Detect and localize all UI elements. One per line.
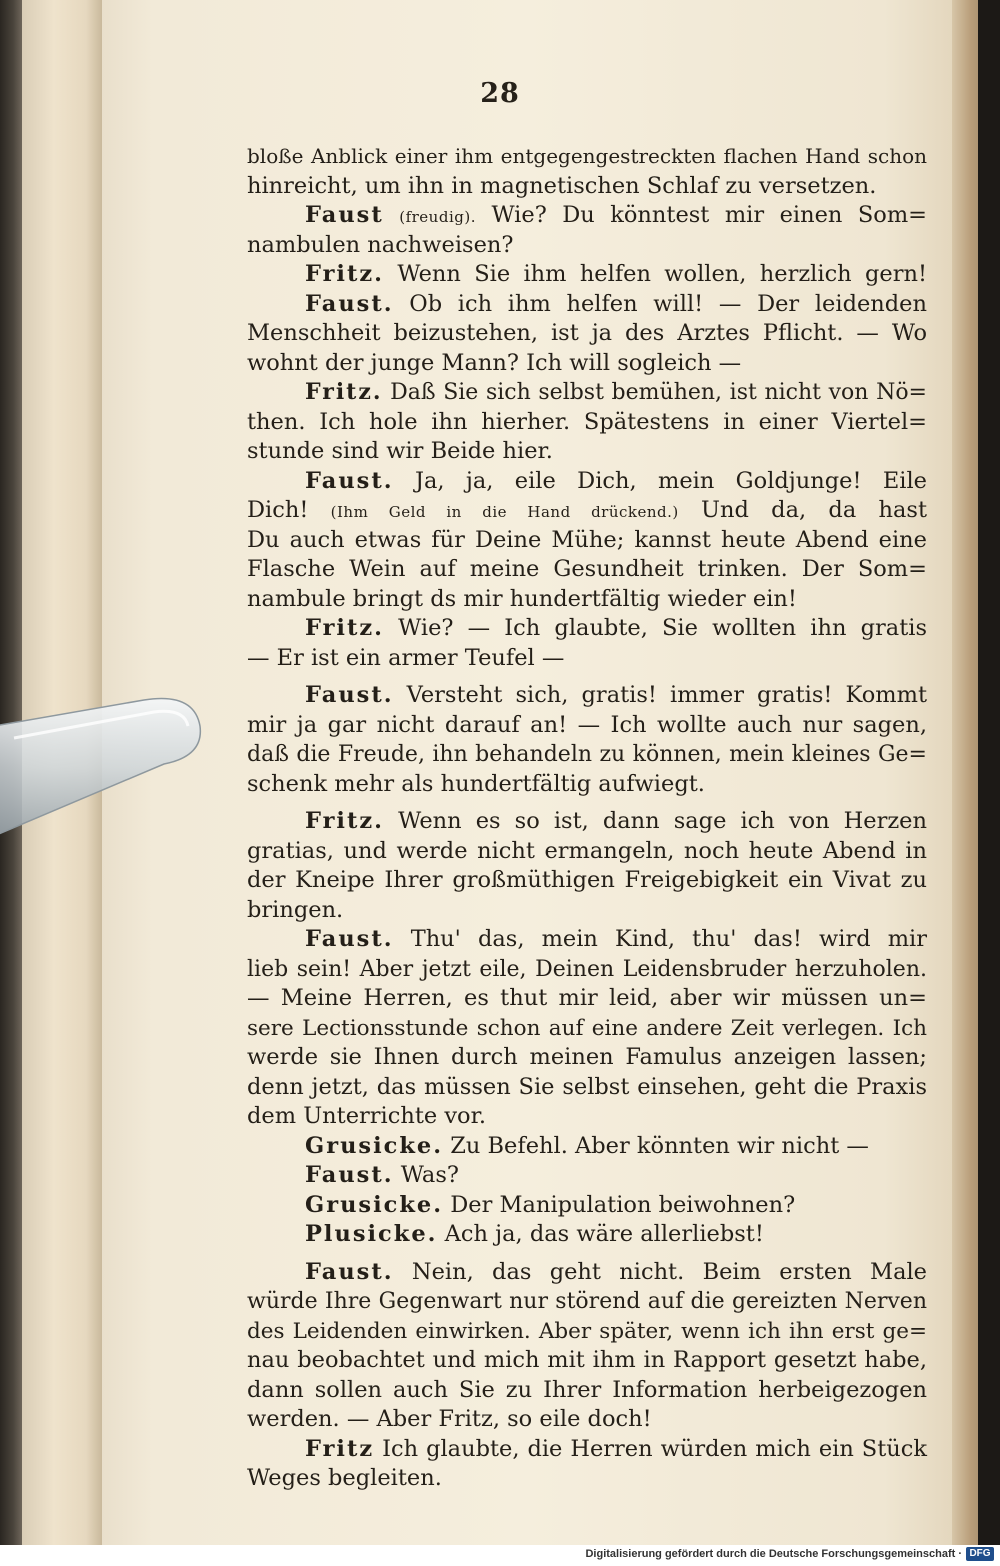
line-text: stunde sind wir Beide hier. (247, 438, 553, 464)
text-line (247, 1346, 927, 1376)
speaker-name: Grusicke. (305, 1132, 444, 1159)
line-text: denn jetzt, das müssen Sie selbst einsehen, geht die Praxis (247, 1073, 927, 1100)
line-text: nau beobachtet und mich mit ihm in Rapport gesetzt habe, (247, 1347, 927, 1373)
text-line (247, 740, 927, 770)
line-text: nambulen nachweisen? (247, 231, 514, 258)
speaker-name: Faust. (305, 290, 394, 317)
text-line (247, 467, 927, 497)
line-text: Dich! (247, 497, 309, 523)
text-line (247, 260, 927, 290)
line-text: des Leidenden einwirken. Aber später, wenn ich ihn erst ge= (247, 1318, 927, 1344)
text-line (247, 319, 927, 349)
line-text: then. Ich hole ihn hierher. Spätestens in einer Viertel= (247, 408, 927, 435)
line-text: bringen. (247, 896, 344, 923)
line-text: werden. — Aber Fritz, so eile doch! (247, 1406, 652, 1432)
footer-bar (0, 1545, 1000, 1566)
text-line (247, 1014, 927, 1044)
speaker-name: Faust. (305, 1258, 394, 1285)
text-line (247, 770, 927, 800)
line-text: würde Ihre Gegenwart nur störend auf die gereizten Nerven (247, 1289, 927, 1314)
line-text: Flasche Wein auf meine Gesundheit trinken. Der Som= (247, 556, 927, 582)
text-line (247, 349, 927, 379)
line-text: werde sie Ihnen durch meinen Famulus anzeigen lassen; (247, 1044, 927, 1070)
line-text: Versteht sich, gratis! immer gratis! Kommt (406, 682, 927, 708)
text-line (247, 437, 927, 467)
text-line (247, 1220, 927, 1250)
footer-credit: Digitalisierung gefördert durch die Deutsche Forschungsgemeinschaft · (585, 1548, 962, 1560)
line-text: Zu Befehl. Aber könnten wir nicht — (450, 1132, 869, 1159)
line-text: — Meine Herren, es thut mir leid, aber wir müssen un= (247, 985, 927, 1011)
text-line (247, 231, 927, 261)
line-text: Wie? — Ich glaubte, Sie wollten ihn gratis (398, 615, 927, 641)
text-line (247, 172, 927, 202)
text-line (247, 681, 927, 711)
line-text: Ja, ja, eile Dich, mein Goldjunge! Eile (414, 467, 927, 494)
text-line (247, 925, 927, 955)
text-line (247, 1376, 927, 1406)
line-text: Nein, das geht nicht. Beim ersten Male (411, 1258, 927, 1285)
book-gutter-shadow (0, 0, 22, 1545)
text-line (247, 1043, 927, 1073)
dfg-logo: DFG (966, 1547, 994, 1561)
line-text: schenk mehr als hundertfältig aufwiegt. (247, 770, 705, 797)
line-text: gratias, und werde nicht ermangeln, noch heute Abend in (247, 837, 927, 864)
stage-direction: (Ihm Geld in die Hand drückend.) (330, 503, 679, 521)
text-line (247, 1317, 927, 1347)
text-line (247, 585, 927, 615)
text-line (247, 896, 927, 926)
line-text: Der Manipulation beiwohnen? (450, 1191, 796, 1218)
line-text: Weges begleiten. (247, 1465, 442, 1491)
text-line (247, 866, 927, 896)
text-line (247, 1102, 927, 1132)
stage-direction: (freudig). (399, 208, 476, 226)
speaker-name: Faust. (305, 1162, 394, 1188)
text-line (247, 955, 927, 985)
line-text: mir ja gar nicht darauf an! — Ich wollte auch nur sagen, (247, 711, 927, 738)
text-line (247, 1287, 927, 1317)
text-line (247, 201, 927, 231)
speaker-name: Faust. (305, 467, 394, 494)
text-line (247, 1405, 927, 1435)
line-text: hinreicht, um ihn in magnetischen Schlaf zu versetzen. (247, 172, 877, 199)
text-line (247, 711, 927, 741)
speaker-name: Faust. (305, 682, 394, 708)
text-line (247, 1161, 927, 1191)
line-text: Ob ich ihm helfen will! — Der leidenden (409, 290, 927, 317)
page-text (247, 142, 927, 1494)
line-text: Daß Sie sich selbst bemühen, ist nicht von Nö= (390, 380, 927, 405)
line-text: lieb sein! Aber jetzt eile, Deinen Leidensbruder herzuholen. (247, 956, 927, 982)
page-stack-edge (22, 0, 102, 1545)
line-text: Wenn Sie ihm helfen wollen, herzlich gern! (397, 261, 927, 287)
text-line (247, 984, 927, 1014)
speaker-name: Fritz. (305, 808, 384, 834)
text-line (247, 614, 927, 644)
speaker-name: Fritz. (305, 261, 384, 287)
line-text: bloße Anblick einer ihm entgegengestreckten flachen Hand schon (247, 144, 927, 168)
text-line (247, 644, 927, 674)
line-text: Du auch etwas für Deine Mühe; kannst heute Abend eine (247, 526, 927, 553)
text-line (247, 837, 927, 867)
line-text: Was? (400, 1162, 459, 1188)
page-number: 28 (480, 78, 520, 109)
line-text: dem Unterrichte vor. (247, 1103, 487, 1129)
line-text: Ach ja, das wäre allerliebst! (444, 1221, 764, 1247)
line-text: Thu' das, mein Kind, thu' das! wird mir (410, 926, 927, 952)
line-text: Ich glaubte, die Herren würden mich ein Stück (382, 1435, 927, 1462)
line-text: der Kneipe Ihrer großmüthigen Freigebigkeit ein Vivat zu (247, 867, 927, 893)
text-line (247, 142, 927, 172)
line-text: Wie? Du könntest mir einen Som= (491, 202, 928, 228)
text-line (247, 1132, 927, 1162)
line-text: sere Lectionsstunde schon auf eine andere Zeit verlegen. Ich (247, 1015, 927, 1041)
line-text: dann sollen auch Sie zu Ihrer Information herbeigezogen (247, 1376, 927, 1403)
line-text: — Er ist ein armer Teufel — (247, 644, 565, 671)
line-text: Wenn es so ist, dann sage ich von Herzen (398, 808, 927, 834)
right-border (978, 0, 1000, 1545)
line-text: nambule bringt ds mir hundertfältig wieder ein! (247, 585, 797, 612)
text-line (247, 290, 927, 320)
text-line (247, 807, 927, 837)
speaker-name: Grusicke. (305, 1191, 444, 1218)
speaker-name: Fritz (305, 1435, 375, 1462)
speaker-name: Faust (305, 202, 384, 228)
text-line (247, 408, 927, 438)
line-text: Menschheit beizustehen, ist ja des Arztes Pflicht. — Wo (247, 320, 927, 346)
text-line (247, 555, 927, 585)
text-line (247, 1435, 927, 1465)
line-text: Und da, da hast (701, 497, 927, 523)
line-text: wohnt der junge Mann? Ich will sogleich — (247, 349, 742, 376)
speaker-name: Faust. (305, 926, 394, 952)
text-line (247, 496, 927, 526)
text-line (247, 1464, 927, 1494)
text-line (247, 378, 927, 408)
text-line (247, 1258, 927, 1288)
text-line (247, 1191, 927, 1221)
speaker-name: Fritz. (305, 615, 384, 641)
text-line (247, 1073, 927, 1103)
speaker-name: Fritz. (305, 379, 383, 405)
line-text: daß die Freude, ihn behandeln zu können, mein kleines Ge= (247, 742, 927, 767)
speaker-name: Plusicke. (305, 1221, 438, 1247)
text-line (247, 526, 927, 556)
